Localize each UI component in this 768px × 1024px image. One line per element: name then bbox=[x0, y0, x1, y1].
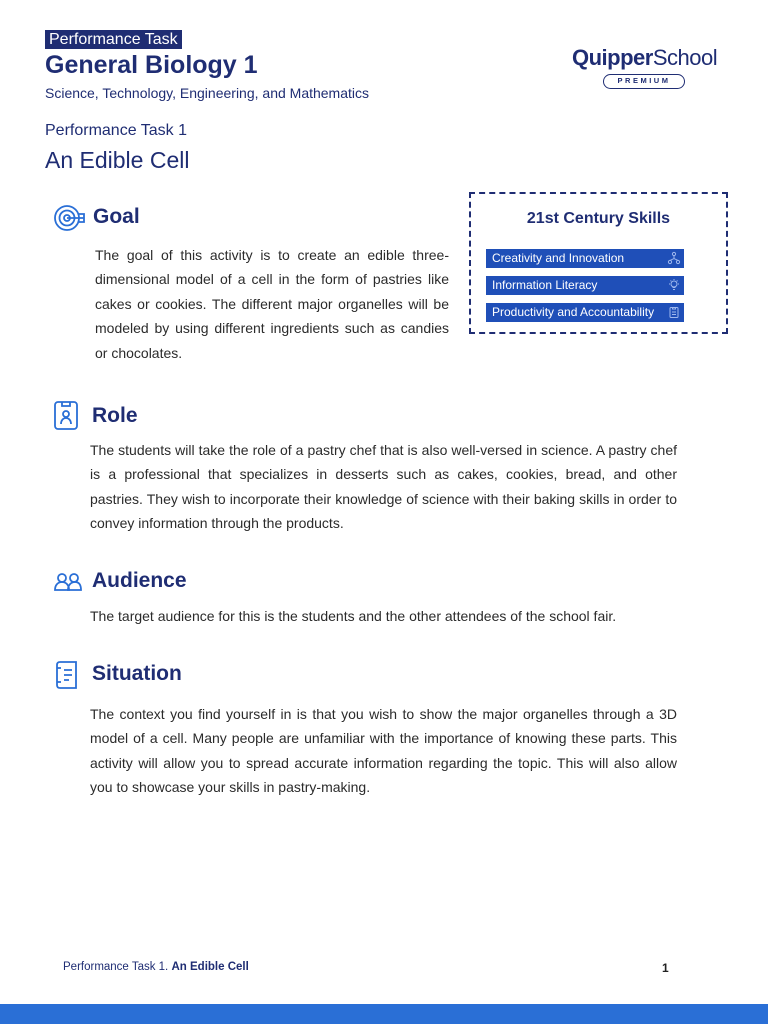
skill-label: Information Literacy bbox=[492, 278, 598, 292]
skills-title: 21st Century Skills bbox=[526, 210, 671, 227]
page-number: 1 bbox=[662, 961, 669, 975]
skill-creativity bbox=[486, 249, 684, 268]
goal-text: The goal of this activity is to create an edible three-dimensional model of a cell in the form of pastries like cakes or cookies. The different major organelles will be modeled by using different ingredients such as candies or chocolates. bbox=[95, 247, 449, 361]
lightbulb-icon bbox=[667, 278, 681, 292]
people-icon bbox=[53, 570, 83, 594]
situation-text: The context you find yourself in is that you wish to show the major organelles through a 3D model of a cell. Many people are unfamiliar with the importance of knowing these parts. This activity will allow you to spread accurate information regarding the topic. This will also allow you to showcase your skills in pastry-making. bbox=[90, 706, 677, 796]
situation-heading: Situation bbox=[92, 662, 182, 685]
skills-box bbox=[469, 192, 728, 334]
footer-prefix: Performance Task 1. bbox=[63, 961, 169, 973]
skill-information-literacy bbox=[486, 276, 684, 295]
logo-word-quipper: Quipper bbox=[572, 45, 653, 70]
skill-label: Creativity and Innovation bbox=[492, 251, 625, 265]
task-number: Performance Task 1 bbox=[45, 122, 187, 139]
footer-title: An Edible Cell bbox=[171, 961, 249, 973]
network-icon bbox=[667, 251, 681, 265]
role-text: The students will take the role of a pastry chef that is also well-versed in science. A pastry chef is a professional that specializes in desserts such as cakes, cookies, bread, and other pastries. They wish to incorporate their knowledge of science with their baking skills in order to convey information through the products. bbox=[90, 442, 677, 532]
course-title: General Biology 1 bbox=[45, 51, 258, 79]
audience-text: The target audience for this is the students and the other attendees of the school fair. bbox=[90, 608, 617, 624]
strand-subtitle: Science, Technology, Engineering, and Mathematics bbox=[45, 85, 370, 101]
performance-task-tag: Performance Task bbox=[45, 30, 182, 49]
footer-bar bbox=[0, 1004, 768, 1024]
id-badge-icon bbox=[53, 399, 79, 431]
skill-productivity bbox=[486, 303, 684, 322]
clipboard-icon bbox=[667, 305, 681, 319]
audience-heading: Audience bbox=[92, 569, 187, 592]
goal-heading: Goal bbox=[93, 205, 140, 228]
skill-label: Productivity and Accountability bbox=[492, 305, 655, 319]
document-icon bbox=[54, 660, 80, 690]
task-title: An Edible Cell bbox=[45, 147, 190, 173]
logo-word-school: School bbox=[652, 45, 718, 70]
logo-wordmark bbox=[572, 45, 718, 71]
target-icon bbox=[53, 203, 87, 233]
quipper-school-logo bbox=[572, 45, 718, 89]
footer-caption bbox=[63, 961, 249, 973]
role-heading: Role bbox=[92, 404, 138, 427]
premium-badge: PREMIUM bbox=[603, 74, 685, 89]
